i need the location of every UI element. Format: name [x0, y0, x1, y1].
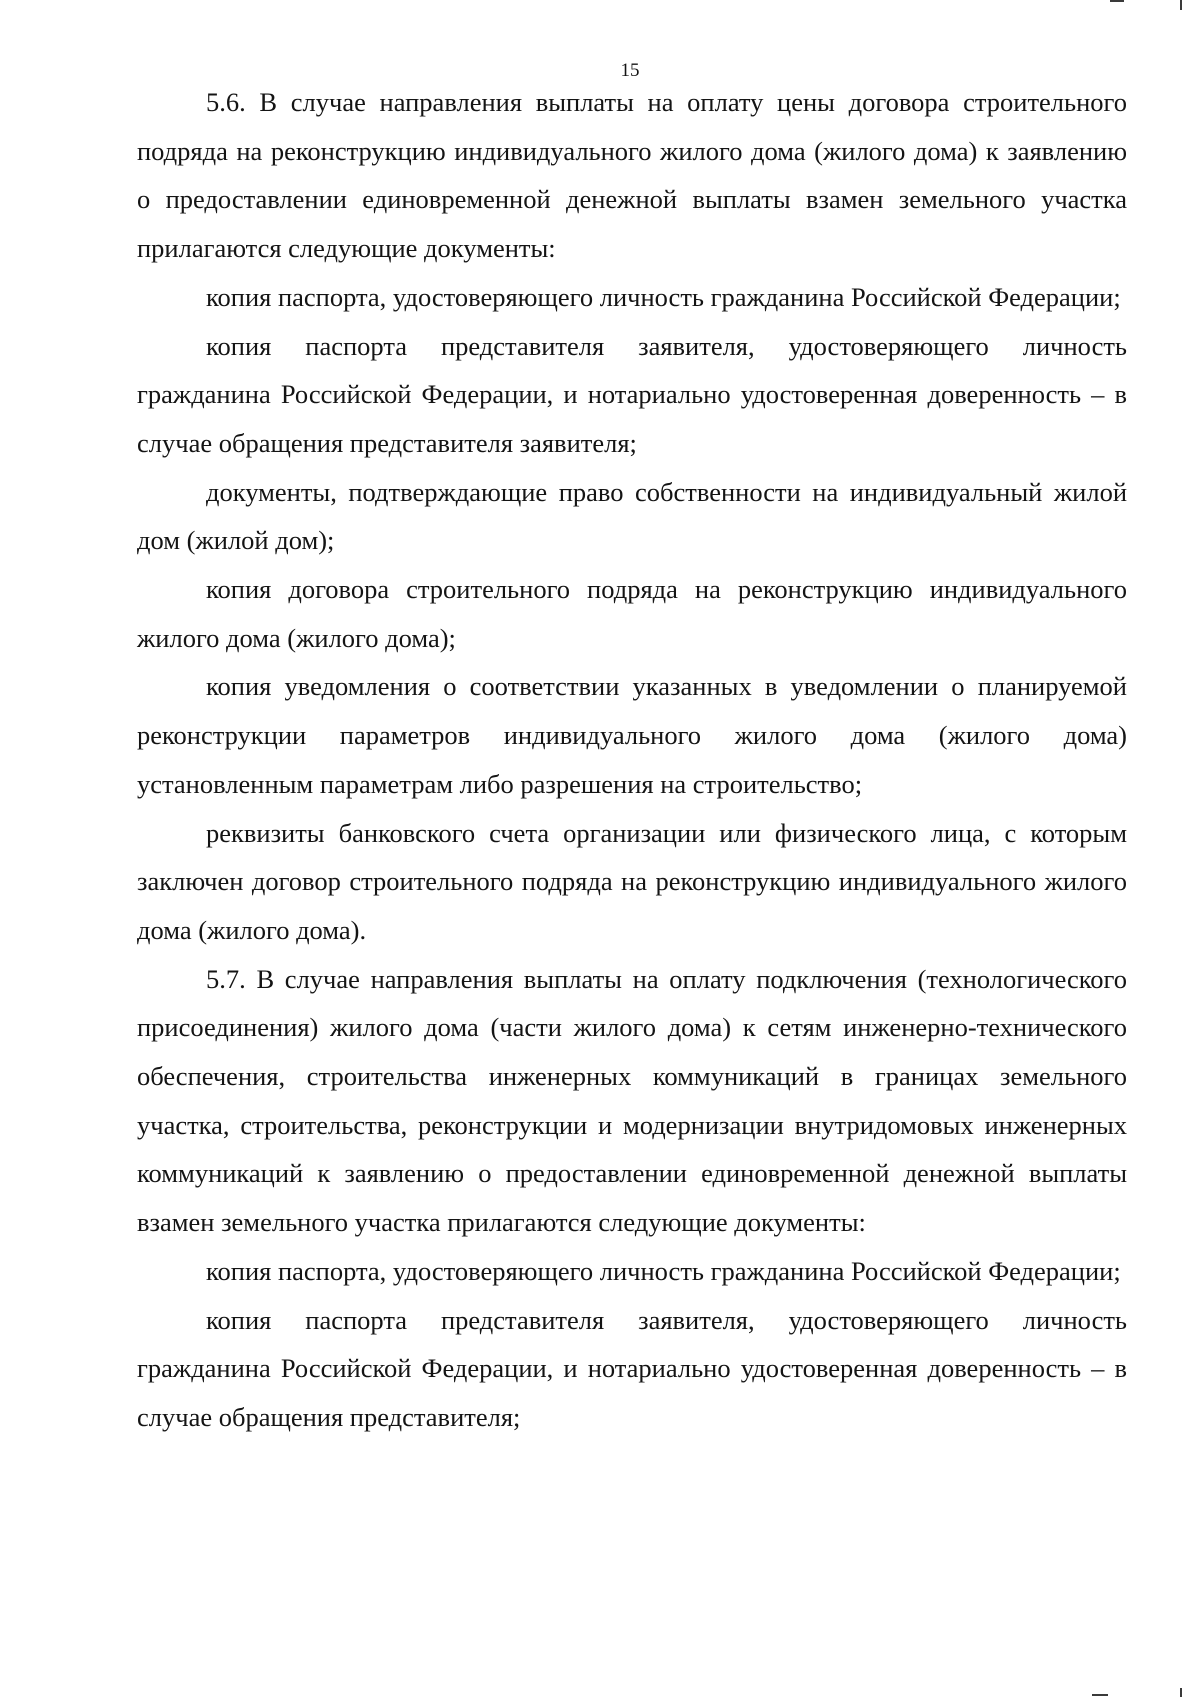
scan-mark-bottom-right	[1180, 1688, 1182, 1697]
list-item-bank-details: реквизиты банковского счета организации или физического лица, с которым заключен договор строительного подряда на реконструкцию индивидуального жилого дома (жилого дома).	[137, 817, 1127, 945]
list-item-passport-2: копия паспорта, удостоверяющего личность гражданина Российской Федерации;	[206, 1255, 1121, 1286]
list-item-passport: копия паспорта, удостоверяющего личность гражданина Российской Федерации;	[206, 281, 1121, 312]
list-item-representative-passport-2: копия паспорта представителя заявителя, удостоверяющего личность гражданина Российской Федерации, и нотариально удостоверенная доверенность – в случае обращения представителя;	[137, 1304, 1127, 1432]
list-item-representative-passport: копия паспорта представителя заявителя, удостоверяющего личность гражданина Российской Федерации, и нотариально удостоверенная доверенность – в случае обращения представителя заявителя;	[137, 330, 1127, 458]
page-number: 15	[620, 60, 640, 81]
list-item-notification-copy: копия уведомления о соответствии указанных в уведомлении о планируемой реконструкции параметров индивидуального жилого дома (жилого дома) установленным параметрам либо разрешения на строительство;	[137, 671, 1127, 799]
scan-mark-top-right	[1180, 0, 1182, 10]
paragraph-5-6: 5.6. В случае направления выплаты на оплату цены договора строительного подряда на реконструкцию индивидуального жилого дома (жилого дома) к заявлению о предоставлении единовременной денежной выплаты взамен земельного участка прилагаются следующие документы:	[137, 87, 1127, 264]
scan-mark-top-right-small	[1110, 0, 1124, 2]
document-body	[137, 78, 1127, 1442]
scan-mark-bottom-right-small	[1092, 1694, 1108, 1696]
list-item-contract-copy: копия договора строительного подряда на реконструкцию индивидуального жилого дома (жилого дома);	[137, 574, 1127, 653]
list-item-ownership-documents: документы, подтверждающие право собственности на индивидуальный жилой дом (жилой дом);	[137, 476, 1127, 556]
paragraph-5-7: 5.7. В случае направления выплаты на оплату подключения (технологического присоединения) жилого дома (части жилого дома) к сетям инженерно-технического обеспечения, строительства инженерных коммуникаций в границах земельного участка, строительства, реконструкции и модернизации внутридомовых инженерных коммуникаций к заявлению о предоставлении единовременной денежной выплаты взамен земельного участка прилагаются следующие документы:	[137, 963, 1127, 1238]
